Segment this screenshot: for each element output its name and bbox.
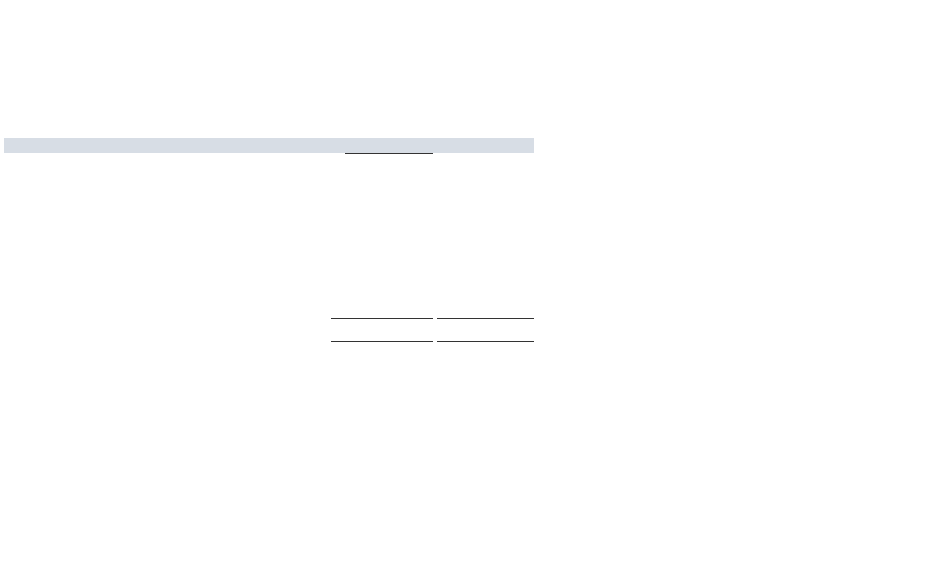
totals-row bbox=[4, 324, 534, 339]
credit-total-rule bbox=[437, 318, 534, 319]
table-header-bar bbox=[4, 138, 534, 153]
debit-double-rule bbox=[331, 341, 433, 342]
debit-header-rule bbox=[345, 153, 433, 154]
credit-double-rule bbox=[437, 341, 534, 342]
account-balances-table bbox=[4, 138, 534, 344]
debit-total-rule bbox=[331, 318, 433, 319]
